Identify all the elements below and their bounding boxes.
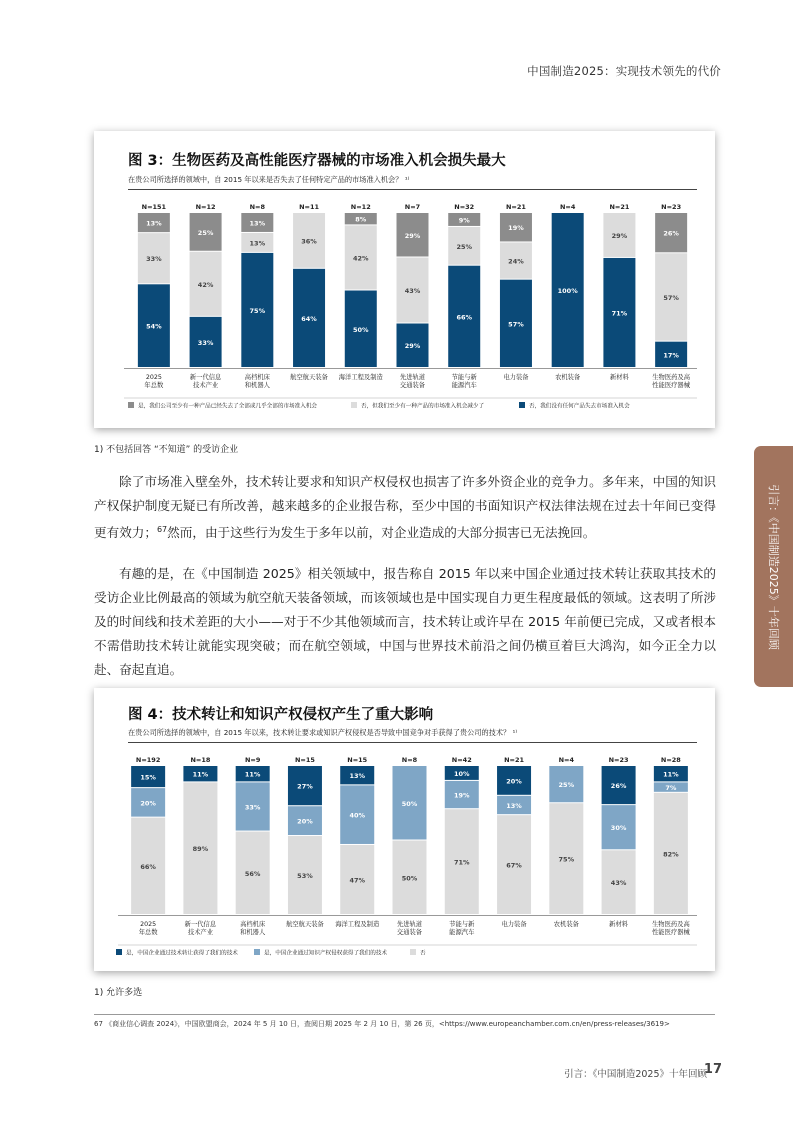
side-tab-label: 引言：《中国制造2025》十年回顾 bbox=[766, 483, 780, 650]
data-label: 26% bbox=[663, 229, 679, 238]
n-label: N=4 bbox=[558, 756, 575, 764]
data-label: 53% bbox=[297, 872, 313, 881]
n-label: N=32 bbox=[454, 203, 475, 211]
category-label: 年总数 bbox=[138, 929, 158, 936]
n-label: N=23 bbox=[661, 203, 682, 211]
data-label: 7% bbox=[665, 784, 677, 793]
figure-3-chart bbox=[94, 131, 715, 428]
legend-label: 否，但我们至少有一种产品的市场准入机会减少了 bbox=[361, 403, 485, 410]
data-label: 50% bbox=[352, 325, 369, 334]
data-label: 11% bbox=[192, 770, 209, 779]
data-label: 30% bbox=[610, 824, 627, 833]
category-label: 电力装备 bbox=[501, 921, 527, 928]
data-label: 29% bbox=[611, 231, 628, 240]
n-label: N=4 bbox=[559, 203, 576, 211]
data-label: 13% bbox=[146, 219, 162, 228]
category-label: 能源汽车 bbox=[451, 382, 477, 389]
data-label: 71% bbox=[453, 858, 470, 867]
category-label: 高档机床 bbox=[244, 374, 270, 381]
n-label: N=42 bbox=[451, 756, 472, 764]
figure-4-chart bbox=[94, 688, 715, 971]
category-label: 和机器人 bbox=[244, 382, 270, 389]
figure-4-subtitle: 在贵公司所选择的领域中，自 2015 年以来，技术转让要求或知识产权侵权是否导致中国竞争对手获得了贵公司的技术？ ¹⁾ bbox=[128, 728, 518, 737]
data-label: 75% bbox=[249, 306, 266, 315]
legend-swatch bbox=[410, 949, 416, 955]
data-label: 82% bbox=[663, 850, 679, 859]
data-label: 50% bbox=[401, 799, 418, 808]
category-label: 和机器人 bbox=[240, 929, 266, 936]
figure-3-box bbox=[94, 131, 715, 428]
category-label: 2025 bbox=[145, 374, 162, 381]
n-label: N=11 bbox=[299, 203, 320, 211]
figure-3-subtitle: 在贵公司所选择的领域中，自 2015 年以来是否失去了任何特定产品的市场准入机会？ ¹⁾ bbox=[128, 175, 410, 184]
n-label: N=21 bbox=[609, 203, 630, 211]
data-label: 100% bbox=[557, 287, 578, 295]
data-label: 47% bbox=[349, 876, 366, 885]
body-paragraph-1 bbox=[94, 470, 716, 545]
data-label: 13% bbox=[249, 219, 266, 228]
side-tab bbox=[754, 446, 793, 687]
legend-label: 否，我们没有任何产品失去市场准入机会 bbox=[529, 403, 630, 410]
data-label: 40% bbox=[349, 811, 366, 820]
data-label: 20% bbox=[297, 817, 313, 826]
category-label: 电力装备 bbox=[503, 374, 529, 381]
category-label: 新材料 bbox=[609, 921, 629, 928]
category-label: 年总数 bbox=[144, 382, 164, 389]
paragraph-1-end: 然而，由于这些行为发生于多年以前，对企业造成的大部分损害已无法挽回。 bbox=[167, 525, 596, 541]
data-label: 11% bbox=[663, 770, 679, 779]
category-label: 新一代信息 bbox=[189, 374, 222, 381]
n-label: N=8 bbox=[401, 756, 418, 764]
category-label: 技术产业 bbox=[187, 929, 214, 936]
n-label: N=21 bbox=[504, 756, 525, 764]
running-header: 中国制造2025：实现技术领先的代价 bbox=[527, 64, 721, 78]
data-label: 57% bbox=[508, 320, 524, 329]
data-label: 24% bbox=[508, 257, 524, 266]
n-label: N=8 bbox=[249, 203, 266, 211]
data-label: 20% bbox=[140, 799, 156, 808]
data-label: 67% bbox=[506, 861, 522, 870]
n-label: N=15 bbox=[347, 756, 368, 764]
data-label: 25% bbox=[456, 242, 473, 251]
data-label: 43% bbox=[610, 879, 627, 888]
data-label: 33% bbox=[244, 803, 261, 812]
data-label: 25% bbox=[197, 228, 214, 237]
n-label: N=21 bbox=[505, 203, 526, 211]
legend-swatch bbox=[519, 402, 525, 408]
category-label: 性能医疗器械 bbox=[651, 929, 690, 936]
data-label: 13% bbox=[349, 772, 366, 781]
category-label: 先进轨道 bbox=[399, 374, 426, 381]
data-label: 42% bbox=[197, 280, 214, 289]
legend-label: 否 bbox=[420, 950, 426, 957]
data-label: 33% bbox=[146, 255, 162, 264]
category-label: 先进轨道 bbox=[396, 921, 423, 928]
legend-label: 是，中国企业通过知识产权侵权获得了我们的技术 bbox=[264, 950, 388, 957]
data-label: 54% bbox=[146, 322, 162, 331]
legend-swatch bbox=[116, 949, 122, 955]
data-label: 64% bbox=[301, 314, 317, 323]
data-label: 10% bbox=[453, 769, 470, 778]
data-label: 33% bbox=[197, 338, 214, 347]
category-label: 生物医药及高 bbox=[651, 921, 690, 928]
body-paragraph-2: 有趣的是，在《中国制造 2025》相关领域中，报告称自 2015 年以来中国企业通过技术转让获取其技术的受访企业比例最高的领域为航空航天装备领域，而该领域也是中国实现自力更生程度最低的领域。这表明了所涉及的时间线和技术差距的大小——对于不少其他领域而言，技术转让或许早在 2015 年前便已完成，又或者根本不需借助技术转让就能实现突破；而在航空领域，中国与世界技术前沿之间仍横亘着巨大鸿沟，如今正全力以赴、奋起直追。 bbox=[94, 566, 716, 677]
data-label: 66% bbox=[456, 313, 473, 322]
category-label: 交通装备 bbox=[396, 929, 423, 936]
data-label: 29% bbox=[404, 231, 421, 240]
data-label: 56% bbox=[244, 869, 261, 878]
data-label: 50% bbox=[401, 874, 418, 883]
data-label: 71% bbox=[611, 309, 628, 318]
page-number: 17 bbox=[703, 1062, 722, 1077]
data-label: 89% bbox=[192, 845, 209, 854]
data-label: 25% bbox=[558, 781, 575, 790]
legend-swatch bbox=[254, 949, 260, 955]
data-label: 19% bbox=[508, 224, 524, 233]
data-label: 8% bbox=[355, 215, 367, 224]
category-label: 新一代信息 bbox=[184, 921, 217, 928]
data-label: 29% bbox=[404, 342, 421, 351]
paragraph-1-text: 除了市场准入壁垒外，技术转让要求和知识产权侵权也损害了许多外资企业的竞争力。多年来，中国的知识产权保护制度无疑已有所改善，越来越多的企业报告称，至少中国的书面知识产权法律法规在过去十年间已变得更有效力； bbox=[94, 474, 716, 541]
category-label: 高档机床 bbox=[240, 921, 266, 928]
category-label: 性能医疗器械 bbox=[652, 382, 691, 389]
category-label: 海洋工程及制造 bbox=[335, 921, 380, 928]
legend-label: 是，我们公司至少有一种产品已经失去了全部或几乎全部的市场准入机会 bbox=[138, 403, 318, 410]
data-label: 66% bbox=[140, 862, 156, 871]
category-label: 节能与新 bbox=[449, 921, 475, 928]
data-label: 26% bbox=[610, 782, 627, 791]
category-label: 生物医药及高 bbox=[652, 374, 691, 381]
data-label: 15% bbox=[140, 773, 156, 782]
data-label: 17% bbox=[663, 351, 679, 360]
category-label: 技术产业 bbox=[192, 382, 219, 389]
data-label: 9% bbox=[458, 216, 470, 225]
category-label: 航空航天装备 bbox=[290, 374, 328, 381]
category-label: 农机装备 bbox=[555, 374, 581, 381]
data-label: 27% bbox=[297, 782, 313, 791]
n-label: N=23 bbox=[608, 756, 629, 764]
n-label: N=12 bbox=[350, 203, 371, 211]
legend-swatch bbox=[351, 402, 357, 408]
data-label: 13% bbox=[249, 239, 266, 248]
data-label: 75% bbox=[558, 855, 575, 864]
n-label: N=7 bbox=[404, 203, 421, 211]
category-label: 交通装备 bbox=[399, 382, 426, 389]
category-label: 新材料 bbox=[609, 374, 629, 381]
data-label: 42% bbox=[352, 254, 369, 263]
footnote-67: 67 《商业信心调查 2024》，中国欧盟商会，2024 年 5 月 10 日，查阅日期 2025 年 2 月 10 日，第 26 页，<https://www.europeanchamber.com.cn/en/press-releases/3619> bbox=[94, 1020, 670, 1028]
category-label: 节能与新 bbox=[451, 374, 477, 381]
n-label: N=15 bbox=[294, 756, 315, 764]
footnote-rule bbox=[94, 1014, 715, 1015]
category-label: 海洋工程及制造 bbox=[338, 374, 383, 381]
figure-4-note: 1) 允许多选 bbox=[94, 988, 143, 998]
n-label: N=192 bbox=[135, 756, 161, 764]
n-label: N=12 bbox=[195, 203, 216, 211]
data-label: 57% bbox=[663, 293, 679, 302]
n-label: N=18 bbox=[190, 756, 211, 764]
category-label: 2025 bbox=[140, 921, 157, 928]
data-label: 13% bbox=[506, 801, 522, 810]
data-label: 36% bbox=[301, 237, 317, 246]
figure-3-note: 1) 不包括回答 “不知道” 的受访企业 bbox=[94, 445, 239, 455]
data-label: 20% bbox=[506, 777, 522, 786]
legend-label: 是，中国企业通过技术转让获得了我们的技术 bbox=[126, 950, 238, 957]
figure-4-box bbox=[94, 688, 715, 971]
footnote-ref-67[interactable]: 67 bbox=[156, 525, 168, 534]
data-label: 11% bbox=[244, 770, 261, 779]
category-label: 农机装备 bbox=[553, 921, 579, 928]
n-label: N=9 bbox=[244, 756, 261, 764]
data-label: 43% bbox=[404, 287, 421, 295]
n-label: N=28 bbox=[660, 756, 681, 764]
footer-title: 引言：《中国制造2025》十年回顾 bbox=[564, 1069, 707, 1080]
category-label: 能源汽车 bbox=[449, 929, 475, 936]
figure-4-title: 图 4：技术转让和知识产权侵权产生了重大影响 bbox=[128, 707, 434, 723]
legend-swatch bbox=[128, 402, 134, 408]
figure-3-title: 图 3：生物医药及高性能医疗器械的市场准入机会损失最大 bbox=[128, 153, 506, 169]
data-label: 19% bbox=[453, 791, 470, 800]
category-label: 航空航天装备 bbox=[286, 921, 324, 928]
n-label: N=151 bbox=[141, 203, 167, 211]
